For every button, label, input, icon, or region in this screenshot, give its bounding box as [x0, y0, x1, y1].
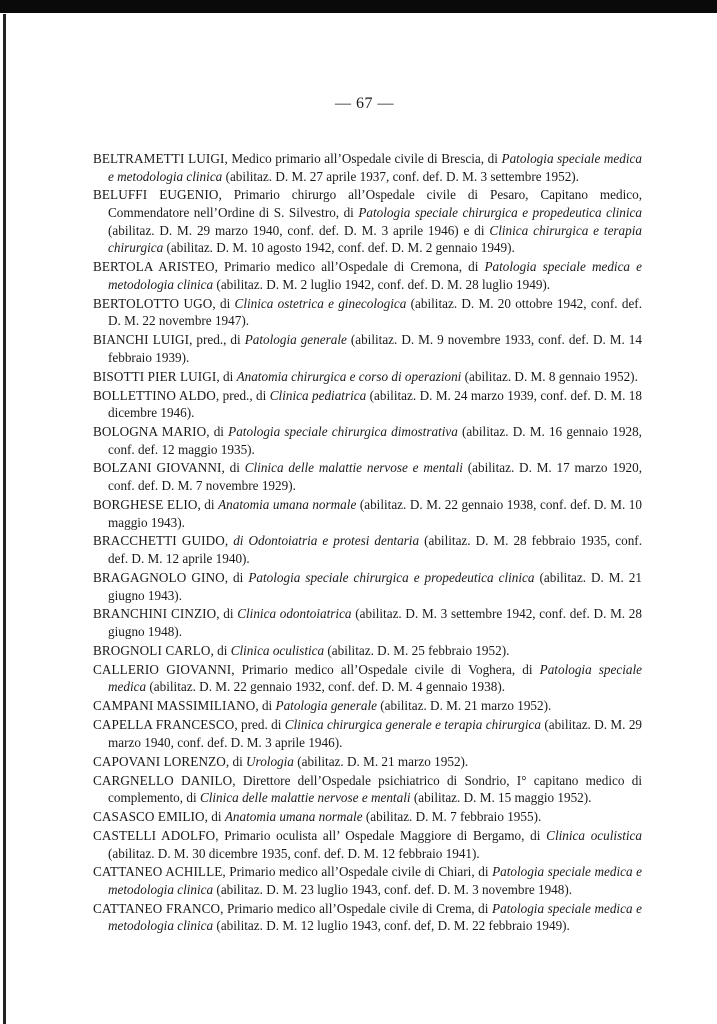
entry-text: , Direttore dell’Ospedale psichiatrico di Sondrio, I° capitano medico di complemento, di: [108, 772, 642, 806]
entry-subject: Clinica chirurgica generale e terapia chirurgica: [284, 717, 541, 733]
entry-text: (abilitaz. D. M. 22 gennaio 1932, conf. def. D. M. 4 gennaio 1938).: [146, 679, 506, 695]
entry-name: CASASCO EMILIO: [93, 809, 205, 825]
entry-subject: Patologia generale: [244, 332, 347, 348]
entry-text: (abilitaz. D. M. 9 novembre 1933, conf. def. D. M. 14 febbraio 1939).: [108, 332, 642, 365]
entry-text: (abilitaz. D. M. 29 marzo 1940, conf. def. D. M. 3 aprile 1946).: [108, 717, 643, 750]
entry-text: , Medico primario all’Ospedale civile di Brescia, di: [224, 151, 502, 166]
entry-subject: Anatomia chirurgica e corso di operazioni: [236, 368, 462, 384]
entry-subject: Patologia speciale medica e metodologia clinica: [108, 900, 642, 934]
list-item: [93, 808, 642, 826]
entry-text: , di: [204, 809, 225, 825]
entry-name: CAMPANI MASSIMILIANO: [93, 698, 256, 714]
entry-text: , di: [255, 698, 276, 714]
entry-text: , di: [210, 642, 231, 658]
entry-subject: Patologia speciale medica: [108, 661, 642, 695]
entry-subject: di Odontoiatria e protesi dentaria: [233, 533, 420, 549]
entry-name: BERTOLOTTO UGO: [93, 295, 213, 311]
entry-text: (abilitaz. D. M. 29 marzo 1940, conf. def. D. M. 3 aprile 1946) e di: [108, 222, 490, 238]
entry-text: (abilitaz. D. M. 24 marzo 1939, conf. def. D. M. 18 dicembre 1946).: [108, 387, 642, 421]
list-item: [93, 753, 642, 771]
entry-text: (abilitaz. D. M. 21 marzo 1952).: [376, 698, 552, 714]
entry-subject: Anatomia umana normale: [218, 496, 357, 512]
entry-name: CAPELLA FRANCESCO: [93, 717, 235, 733]
entry-text: , di: [216, 606, 238, 622]
entry-name: BRAGAGNOLO GINO: [93, 569, 225, 585]
entry-text: (abilitaz. D. M. 12 luglio 1943, conf. def, D. M. 22 febbraio 1949).: [213, 918, 570, 934]
entry-subject: Patologia speciale medica e metodologia clinica: [108, 151, 642, 184]
scan-top-border: [0, 0, 717, 13]
page-number: — 67 —: [335, 95, 394, 112]
entry-name: BIANCHI LUIGI: [93, 332, 190, 348]
entry-text: (abilitaz. D. M. 25 febbraio 1952).: [324, 642, 510, 658]
entry-subject: Anatomia umana normale: [224, 809, 363, 825]
entry-text: , Primario chirurgo all’Ospedale civile di Pesaro, Capitano medico, Commendatore nell’Ordine di S. Silvestro, di: [108, 187, 642, 221]
entry-text: , di: [216, 368, 237, 384]
list-item: [93, 258, 642, 293]
entry-text: (abilitaz. D. M. 15 maggio 1952).: [410, 790, 592, 806]
entry-name: CATTANEO ACHILLE: [93, 864, 223, 880]
entry-text: (abilitaz. D. M. 21 giugno 1943).: [108, 569, 642, 603]
entry-text: , di: [225, 753, 247, 769]
entry-subject: Patologia speciale chirurgica e propedeutica clinica: [358, 205, 642, 221]
entry-subject: Patologia speciale medica e metodologia clinica: [108, 864, 642, 897]
entry-name: CALLERIO GIOVANNI: [93, 661, 232, 677]
entry-name: BOLLETTINO ALDO: [93, 387, 216, 403]
entry-name: BOLOGNA MARIO: [93, 423, 207, 439]
entry-name: CARGNELLO DANILO: [93, 772, 233, 788]
list-item: [93, 569, 642, 604]
entry-text: (abilitaz. D. M. 23 luglio 1943, conf. def. D. M. 3 novembre 1948).: [213, 881, 573, 897]
entry-text: (abilitaz. D. M. 2 luglio 1942, conf. def. D. M. 28 luglio 1949).: [213, 276, 551, 292]
list-item: [93, 387, 642, 422]
entry-text: , Primario medico all’Ospedale civile di Crema, di: [220, 900, 493, 916]
entry-text: (abilitaz. D. M. 16 gennaio 1928, conf. def. 12 maggio 1935).: [108, 423, 642, 457]
entry-subject: Clinica delle malattie nervose e mentali: [244, 460, 463, 476]
entry-subject: Urologia: [246, 753, 294, 769]
entry-subject: Clinica ostetrica e ginecologica: [234, 295, 407, 311]
entry-subject: Clinica delle malattie nervose e mentali: [199, 790, 411, 806]
entry-name: CASTELLI ADOLFO: [93, 827, 216, 843]
entry-text: (abilitaz. D. M. 8 gennaio 1952).: [461, 368, 638, 384]
entry-name: BORGHESE ELIO: [93, 496, 198, 512]
list-item: [93, 331, 642, 366]
entry-text: (abilitaz. D. M. 3 settembre 1942, conf. def. D. M. 28 giugno 1948).: [108, 606, 642, 639]
entry-name: BERTOLA ARISTEO: [93, 259, 215, 275]
entry-text: , di: [224, 569, 249, 585]
entry-text: , di: [197, 496, 219, 512]
entry-text: (abilitaz. D. M. 22 gennaio 1938, conf. def. D. M. 10 maggio 1943).: [108, 496, 642, 530]
list-item: [93, 459, 642, 494]
list-item: [93, 900, 642, 935]
entry-text: , Primario medico all’Ospedale civile di Chiari, di: [222, 864, 493, 880]
entry-text: (abilitaz. D. M. 10 agosto 1942, conf. def. D. M. 2 gennaio 1949).: [163, 240, 515, 256]
list-item: [93, 716, 642, 751]
list-item: [93, 368, 642, 386]
entry-name: BROGNOLI CARLO: [93, 642, 211, 658]
list-item: [93, 295, 642, 330]
entry-text: (abilitaz. D. M. 27 aprile 1937, conf. def. D. M. 3 settembre 1952).: [222, 168, 579, 184]
entry-name: BOLZANI GIOVANNI: [93, 460, 222, 476]
entry-name: BISOTTI PIER LUIGI: [93, 368, 217, 384]
entry-subject: Patologia generale: [275, 698, 377, 714]
entry-text: , di: [221, 460, 245, 476]
list-item: [93, 423, 642, 458]
entry-text: , pred., di: [189, 332, 245, 348]
entry-name: BELUFFI EUGENIO: [93, 187, 219, 203]
entry-name: CATTANEO FRANCO: [93, 900, 221, 916]
entry-text: (abilitaz. D. M. 20 ottobre 1942, conf. def. D. M. 22 novembre 1947).: [108, 295, 642, 329]
list-item: [93, 697, 642, 715]
list-item: [93, 661, 642, 696]
entry-text: , pred., di: [215, 387, 270, 403]
entry-name: CAPOVANI LORENZO: [93, 753, 226, 769]
entry-text: (abilitaz. D. M. 7 febbraio 1955).: [362, 809, 542, 825]
entry-subject: Clinica oculistica: [546, 827, 642, 843]
list-item: [93, 186, 642, 256]
entry-subject: Patologia speciale chirurgica e propedeutica clinica: [248, 569, 535, 585]
list-item: [93, 827, 642, 862]
list-item: [93, 150, 642, 185]
list-item: [93, 496, 642, 531]
entry-text: , di: [212, 295, 235, 311]
entry-text: (abilitaz. D. M. 21 marzo 1952).: [293, 753, 469, 769]
entry-name: BRACCHETTI GUIDO: [93, 533, 225, 549]
list-item: [93, 772, 642, 807]
entry-subject: Clinica pediatrica: [269, 387, 367, 403]
entry-subject: Clinica odontoiatrica: [237, 606, 352, 622]
entry-text: ,: [224, 533, 234, 549]
list-item: [93, 863, 642, 898]
list-item: [93, 605, 642, 640]
entry-text: (abilitaz. D. M. 28 febbraio 1935, conf. def. D. M. 12 aprile 1940).: [108, 533, 642, 567]
entry-text: , pred. di: [234, 717, 285, 733]
entry-subject: Patologia speciale medica e metodologia clinica: [108, 259, 642, 292]
list-item: [93, 642, 642, 660]
entry-name: BRANCHINI CINZIO: [93, 606, 217, 622]
entry-text: , di: [206, 423, 229, 439]
entry-subject: Patologia speciale chirurgica dimostrativa: [228, 423, 458, 439]
list-item: [93, 532, 642, 567]
entry-text: , Primario oculista all’ Ospedale Maggiore di Bergamo, di: [215, 827, 547, 843]
entry-text: , Primario medico all’Ospedale civile di Voghera, di: [231, 661, 540, 677]
entry-subject: Clinica oculistica: [230, 642, 325, 658]
entry-list: [93, 150, 642, 936]
entry-text: , Primario medico all’Ospedale di Cremona, di: [214, 259, 485, 275]
entry-text: (abilitaz. D. M. 30 dicembre 1935, conf. def. D. M. 12 febbraio 1941).: [108, 845, 480, 861]
entry-subject: Clinica chirurgica e terapia chirurgica: [108, 222, 642, 256]
entry-text: (abilitaz. D. M. 17 marzo 1920, conf. def. D. M. 7 novembre 1929).: [108, 460, 642, 494]
scan-left-edge: [3, 14, 6, 1024]
entry-name: BELTRAMETTI LUIGI: [93, 151, 225, 166]
